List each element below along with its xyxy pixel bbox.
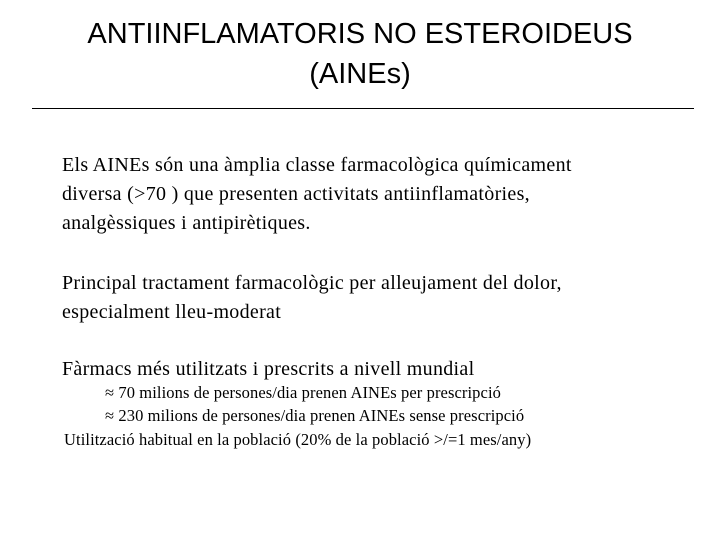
paragraph-line: diversa (>70 ) que presenten activitats antiinflamatòries, xyxy=(62,183,530,205)
paragraph-treatment xyxy=(62,269,562,327)
title-line-1: ANTIINFLAMATORIS NO ESTEROIDEUS xyxy=(87,18,633,50)
paragraph-line: Fàrmacs més utilitzats i prescrits a nivell mundial xyxy=(62,358,475,380)
title-divider xyxy=(32,108,694,109)
sub-item-habitual-use: Utilització habitual en la població (20% de la població >/=1 mes/any) xyxy=(64,430,532,449)
paragraph-line: Els AINEs són una àmplia classe farmacològica químicament xyxy=(62,154,572,176)
title-line-2: (AINEs) xyxy=(309,58,411,90)
paragraph-line: especialment lleu-moderat xyxy=(62,301,282,323)
paragraph-usage xyxy=(62,355,474,384)
paragraph-definition xyxy=(62,151,572,238)
paragraph-line: analgèssiques i antipirètiques. xyxy=(62,212,311,234)
sub-item-prescription: ≈ 70 milions de persones/dia prenen AINEs per prescripció xyxy=(105,383,501,402)
sub-item-no-prescription: ≈ 230 milions de persones/dia prenen AINEs sense prescripció xyxy=(105,406,525,425)
slide-title xyxy=(0,14,720,94)
paragraph-line: Principal tractament farmacològic per alleujament del dolor, xyxy=(62,272,562,294)
